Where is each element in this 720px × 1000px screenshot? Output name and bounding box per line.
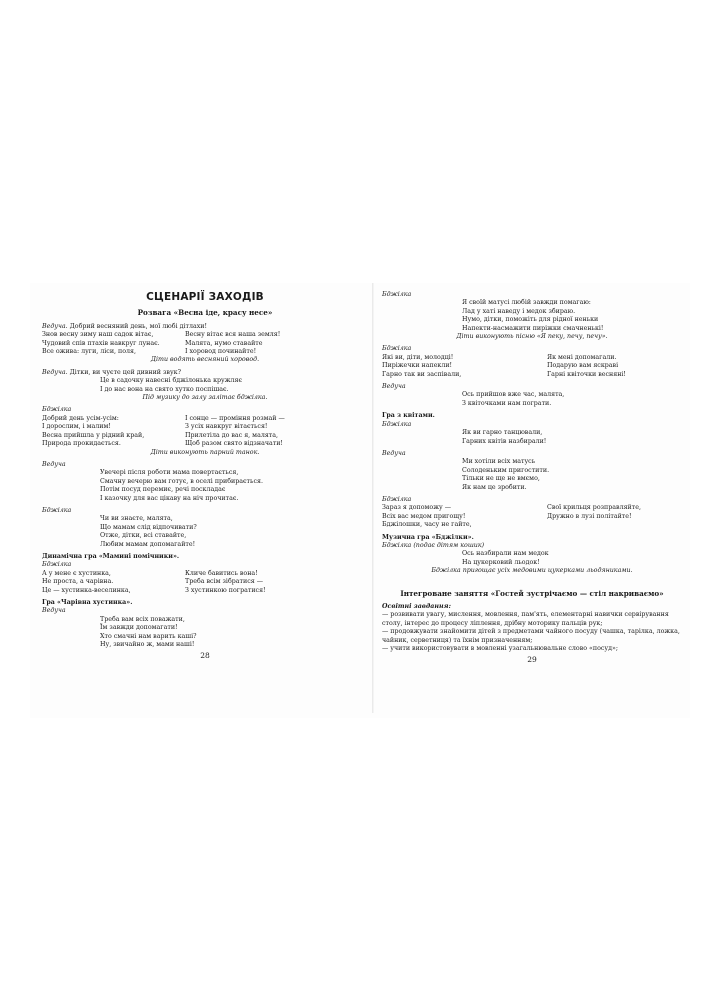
verse-row — [42, 578, 368, 586]
verse-line: Я своїй матусі любій завжди помагаю: — [462, 299, 591, 307]
verse-row — [42, 440, 368, 448]
game-title: Гра «Чарівна хустинка». — [42, 599, 133, 606]
speaker-line — [42, 369, 368, 377]
verse-line: Тільки не ще не вмємо, — [462, 475, 540, 483]
verse-line: Це в садочку навесні бджілонька кружляє — [100, 377, 243, 385]
verse-line: І хоровод починайте! — [185, 348, 257, 356]
page-fold — [372, 283, 374, 713]
speaker-line — [382, 542, 682, 550]
stage-direction-inline: (подає дітям кошик) — [411, 541, 485, 549]
speaker-label: Бджілка — [382, 291, 412, 298]
speaker-label: Ведуча. — [42, 368, 68, 376]
verse-line: Добрий день усім-усім: — [42, 414, 119, 422]
verse-line: Смачну вечерю вам готує, в оселі прибирається. — [100, 477, 263, 485]
verse-line: І дорослим, і малим! — [42, 423, 111, 431]
verse-line: І сонце — проміння розмай — — [185, 414, 285, 422]
verse-row — [382, 504, 682, 512]
verse-line: Це — хустинка-веселинка, — [42, 586, 131, 594]
verse-row — [382, 354, 682, 362]
verse-line: Подарую вам яскраві — [547, 362, 619, 370]
verse-line: Ось прийшов вже час, малята, — [462, 391, 565, 399]
right-page — [382, 283, 682, 665]
stage-direction: Бджілка пригощає усіх медовими цукерками льодяниками. — [431, 567, 633, 575]
stage-direction: Діти водять весняний хоровод. — [150, 356, 260, 364]
speaker-label: Бджілка — [42, 506, 72, 514]
verse-line — [547, 521, 682, 529]
verse-row — [382, 371, 682, 379]
verse-line: Треба вам всіх поважати, — [100, 615, 185, 623]
verse-line: Лад у хаті наведу і медок збираю. — [462, 307, 576, 315]
verse-line: Любим мамам допомагайте! — [100, 540, 196, 548]
verse-line: Хто смачні нам варить каші? — [100, 632, 197, 640]
verse-line: З усіх навкруг вітається! — [185, 423, 268, 431]
stage-direction: Під музику до залу залітає бджілка. — [142, 394, 268, 402]
verse-row — [42, 415, 368, 423]
verse-line: На цукерковий льодок! — [462, 558, 540, 566]
verse-row — [42, 423, 368, 431]
verse-line: Знов весну зиму наш садок вітає, — [42, 331, 154, 339]
speaker-line — [42, 323, 368, 331]
verse-row — [42, 432, 368, 440]
verse-line: Які ви, діти, молодці! — [382, 353, 454, 361]
verse-line: Дружно в лузі політайте! — [547, 512, 632, 520]
speaker-label: Ведуча. — [42, 322, 68, 330]
verse-line: Увечері після роботи мама повертається, — [100, 469, 239, 477]
task-item: — розвивати увагу, мислення, мовлення, пам'ять, елементарні навички сервірування столу, інтерес до процесу ліплення, дрібну моторику пальців рук; — [382, 611, 669, 627]
verse-line: Гарно так ви заспівали, — [382, 370, 462, 378]
verse-line: З хустинкою погратися! — [185, 586, 266, 594]
verse-line: Кличе бавитись вона! — [185, 569, 258, 577]
verse-row — [42, 587, 368, 595]
verse-row — [42, 331, 368, 339]
verse-line: Як нам це зробити. — [462, 483, 527, 491]
verse-line: Треба всім зібратися — — [185, 578, 263, 586]
speaker-label: Ведуча — [382, 449, 406, 457]
speaker-label: Ведуча — [42, 607, 66, 615]
section-subtitle: Розвага «Весна іде, красу несе» — [137, 308, 273, 318]
verse-line: Пиріжечки напекли! — [382, 362, 453, 370]
verse-line: Як мені допомагали. — [547, 353, 617, 361]
page-number: 28 — [200, 651, 210, 661]
book-spread — [30, 283, 690, 718]
speaker-label: Бджілка — [42, 561, 72, 569]
speaker-label: Бджілка — [382, 420, 412, 428]
speaker-label: Бджілка — [42, 406, 72, 414]
verse-row — [42, 348, 368, 356]
verse-line: З квіточками нам пограти. — [462, 399, 552, 407]
verse-line: Всіх вас медом пригощу! — [382, 512, 466, 520]
page-number: 29 — [527, 655, 537, 665]
verse-line: Ось назбирали нам медок — [462, 550, 549, 558]
verse-line: Гарних квітів назбирали! — [462, 437, 547, 445]
speech-text: Добрий весняний день, мої любі дітлахи! — [67, 322, 207, 330]
verse-line: Щоб разом свято відзначати! — [185, 440, 283, 448]
verse-line: Малята, нумо ставайте — [185, 339, 263, 347]
verse-line: Їм завжди допомагати! — [100, 624, 178, 632]
page-title: СЦЕНАРІЇ ЗАХОДІВ — [146, 291, 264, 303]
game-title: Гра з квітами. — [382, 412, 435, 420]
verse-row — [382, 362, 682, 370]
verse-line: Нумо, дітки, поможіть для рідної неньки — [462, 316, 599, 324]
verse-row — [382, 521, 682, 529]
verse-row — [42, 570, 368, 578]
verse-line: Солоденьким пригостити. — [462, 466, 550, 474]
verse-line: А у мене є хустинка, — [42, 569, 111, 577]
game-title: Динамічна гра «Мамині помічники». — [42, 552, 180, 560]
verse-line: Природа прокидається. — [42, 440, 121, 448]
verse-line: Весну вітає вся наша земля! — [185, 331, 281, 339]
verse-line: Не проста, а чарівна. — [42, 578, 114, 586]
verse-line: Зараз я допоможу — — [382, 504, 452, 512]
tasks-label: Освітні завдання: — [382, 603, 451, 610]
task-item: — продовжувати знайомити дітей з предметами чайного посуду (чашка, тарілка, ложка, чайник, серветниця) та їхнім призначенням; — [382, 628, 680, 644]
verse-line: Ми хотіли всіх матусь — [462, 458, 536, 466]
verse-line: Що мамам слід відпочивати? — [100, 523, 197, 531]
verse-line: Чи ви знаєте, малята, — [100, 515, 173, 523]
verse-line: Гарні квіточки весняні! — [547, 370, 626, 378]
verse-line: Напекти-насмажити пиріжки смачненькі! — [462, 324, 604, 332]
verse-row — [382, 513, 682, 521]
verse-line: Бджілошки, часу не гайте, — [382, 521, 472, 529]
speaker-label: Ведуча — [382, 383, 406, 391]
speaker-label: Бджілка — [382, 345, 412, 353]
verse-line: Ну, звичайно ж, мами наші! — [100, 641, 195, 649]
verse-line: Свої крильця розправляйте, — [547, 504, 641, 512]
speaker-label: Бджілка — [382, 541, 412, 549]
stage-direction: Діти виконують парний танок. — [150, 448, 260, 456]
speaker-label: Ведуча — [42, 460, 66, 468]
verse-line: Як ви гарно танцювали, — [462, 429, 543, 437]
task-item: — учити використовувати в мовленні узагальнювальне слово «посуд»; — [382, 645, 618, 653]
stage-direction: Діти виконують пісню «Я пеку, печу, печу». — [456, 333, 608, 341]
left-page — [42, 283, 368, 661]
verse-line: Прилетіла до вас я, малята, — [185, 431, 279, 439]
game-title: Музична гра «Бджілки». — [382, 533, 474, 541]
speaker-label: Бджілка — [382, 495, 412, 503]
verse-line: Отже, дітки, всі ставайте, — [100, 532, 187, 540]
verse-line: І до нас вона на свято хутко поспішає. — [100, 385, 229, 393]
verse-line: Весна прийшла у рідний край, — [42, 431, 145, 439]
verse-row — [42, 340, 368, 348]
verse-line: Чудовий спів птахів навкруг лунає. — [42, 339, 160, 347]
verse-line: І казочку для вас цікаву на ніч прочитає. — [100, 494, 239, 502]
speech-text: Дітки, ви чуєте цей дивний звук? — [67, 368, 181, 376]
verse-line: Потім посуд перемиє, речі поскладає — [100, 486, 226, 494]
section-title: Інтегроване заняття «Гостей зустрічаємо — стіл накриваємо» — [400, 588, 664, 598]
verse-line: Все ожива: луги, ліси, поля, — [42, 348, 136, 356]
